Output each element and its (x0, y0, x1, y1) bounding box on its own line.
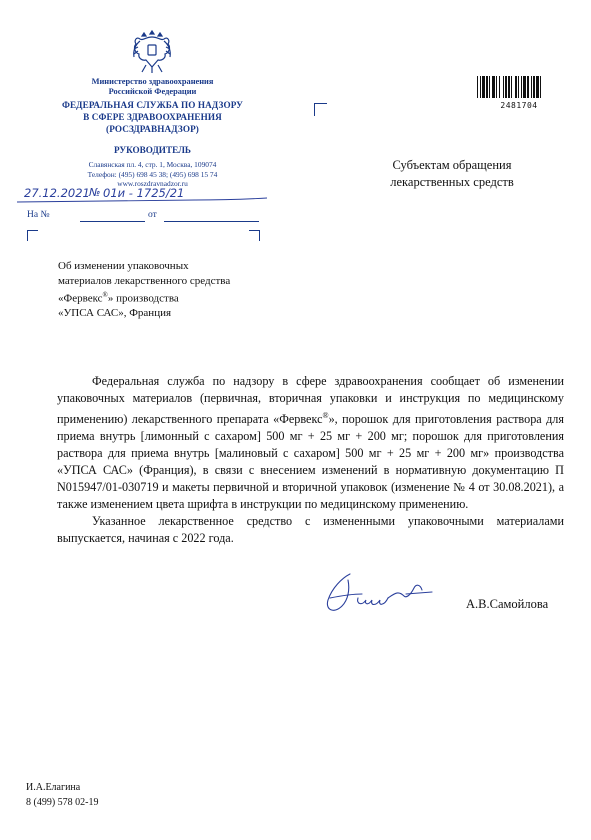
barcode-bar (482, 76, 485, 98)
reference-date-label: от (148, 210, 157, 220)
barcode-bar (533, 76, 535, 98)
barcode-bar (527, 76, 529, 98)
barcode-bar (515, 76, 517, 98)
barcode-bar (486, 76, 488, 98)
barcode-bar (518, 76, 519, 98)
reference-number-line (80, 221, 145, 222)
head-title: РУКОВОДИТЕЛЬ (113, 145, 192, 155)
corner-bracket-left (27, 230, 38, 241)
double-headed-eagle-icon (130, 27, 174, 75)
ministry-name: Министерство здравоохранения Российской Федерации (91, 77, 214, 96)
barcode-bar (492, 76, 495, 98)
signer-name: А.В.Самойлова (466, 597, 549, 611)
reference-date-line (164, 221, 259, 222)
barcode-number: 2481704 (500, 101, 538, 110)
letter-subject: Об изменении упаковочных материалов лекарственного средства «Фервекс®» производства «УПСА САС», Франция (58, 260, 231, 320)
barcode-bar (496, 76, 497, 98)
body-paragraph-2: Указанное лекарственное средство с измененными упаковочными материалами выпускается, начиная с 2022 года. (57, 514, 564, 546)
registration-number: 01и - 1725/21 (103, 186, 185, 200)
executor-name: И.А.Елагина (26, 782, 81, 793)
letter-body (57, 373, 564, 547)
barcode-bar (505, 76, 507, 98)
barcode-bar (521, 76, 522, 98)
addressee-corner-bracket (314, 103, 327, 116)
barcode-bar (503, 76, 504, 98)
body-paragraph-1: Федеральная служба по надзору в сфере здравоохранения сообщает об изменении упаковочных материалов (первичная, вторичная упаковки и инструкция по медицинскому применению) лекарственного препарата «Фервекс®», порошок для приготовления раствора для приема внутрь [лимонный с сахаром] 500 мг + 25 мг + 200 мг; порошок для приготовления раствора для приема внутрь [малиновый с сахаром] 500 мг + 25 мг + 200 мг» производства «УПСА САС» (Франция), в связи с внесением изменений в нормативную документацию П N015947/01-030719 и макеты первичной и вторичной упаковок (изменение № 4 от 30.08.2021), а также изменением цвета шрифта в инструкции по медицинскому применению. (57, 374, 564, 512)
barcode-bar (480, 76, 481, 98)
letterhead-address: Славянская пл. 4, стр. 1, Москва, 109074 Телефон: (495) 698 45 38; (495) 698 15 74 www.roszdravnadzor.ru (87, 160, 218, 188)
barcode-bar (523, 76, 526, 98)
barcode (476, 76, 562, 98)
registration-date: 27.12.2021 (24, 186, 90, 200)
corner-bracket-right (249, 230, 260, 241)
barcode-bar (489, 76, 490, 98)
barcode-bar (536, 76, 539, 98)
barcode-bar (511, 76, 512, 98)
registration-number-mark: № (89, 186, 101, 199)
addressee: Субъектам обращения лекарственных средств (390, 158, 514, 189)
handwritten-signature (320, 568, 435, 618)
reference-number-label: На № (27, 210, 50, 220)
service-name: ФЕДЕРАЛЬНАЯ СЛУЖБА ПО НАДЗОРУ В СФЕРЕ ЗДРАВООХРАНЕНИЯ (РОСЗДРАВНАДЗОР) (61, 100, 244, 134)
barcode-bar (499, 76, 500, 98)
barcode-bar (477, 76, 478, 98)
barcode-bar (508, 76, 510, 98)
barcode-bar (531, 76, 532, 98)
barcode-bar (540, 76, 541, 98)
executor-phone: 8 (499) 578 02-19 (26, 797, 99, 808)
